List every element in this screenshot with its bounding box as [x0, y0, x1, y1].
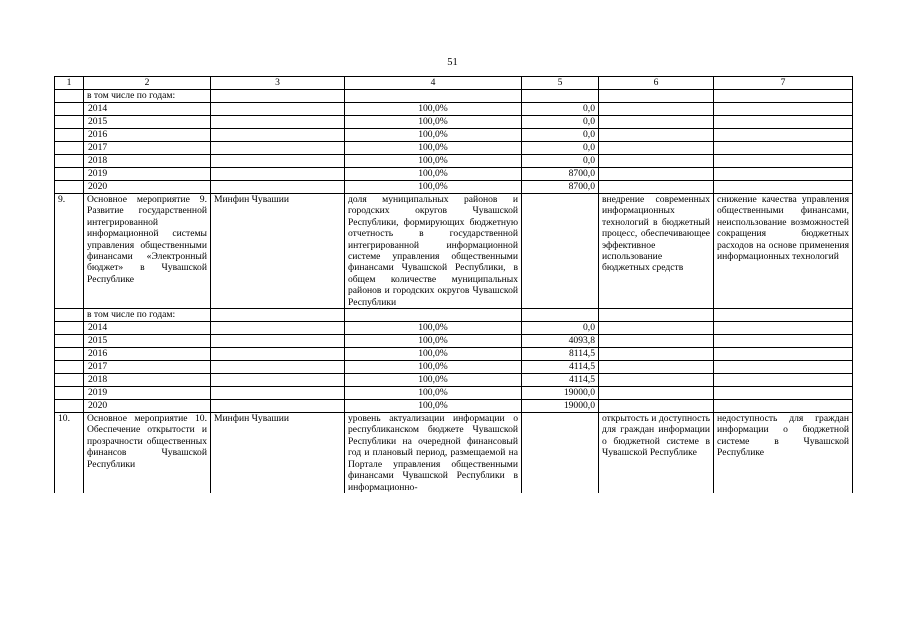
empty-cell — [55, 129, 84, 142]
year-cell: 2019 — [84, 387, 211, 400]
year-row — [55, 335, 853, 348]
amount-cell: 8700,0 — [522, 181, 599, 194]
column-number-row — [55, 77, 853, 90]
empty-cell — [211, 181, 345, 194]
year-row — [55, 361, 853, 374]
by-years-label: в том числе по годам: — [84, 309, 211, 322]
empty-cell — [599, 348, 714, 361]
year-row — [55, 348, 853, 361]
empty-cell — [714, 168, 853, 181]
column-number: 7 — [714, 77, 853, 90]
empty-cell — [211, 335, 345, 348]
empty-cell — [211, 155, 345, 168]
activity-row — [55, 413, 853, 493]
amount-cell: 0,0 — [522, 129, 599, 142]
percent-cell: 100,0% — [345, 103, 522, 116]
percent-cell: 100,0% — [345, 335, 522, 348]
empty-cell — [714, 361, 853, 374]
empty-cell — [599, 155, 714, 168]
column-number: 6 — [599, 77, 714, 90]
amount-cell: 19000,0 — [522, 400, 599, 413]
empty-cell — [714, 181, 853, 194]
executor-cell: Минфин Чувашии — [211, 413, 345, 493]
column-number: 1 — [55, 77, 84, 90]
expected-result: открытость и доступность для граждан информации о бюджетной системе в Чувашской Республике — [599, 413, 714, 493]
consequence-cell: снижение качества управления общественными финансами, неиспользование возможностей сокращения бюджетных расходов на основе применения информационных технологий — [714, 194, 853, 309]
empty-cell — [599, 129, 714, 142]
empty-cell — [55, 387, 84, 400]
by-years-row — [55, 309, 853, 322]
empty-cell — [714, 309, 853, 322]
indicator-cell: уровень актуализации информации о республиканском бюджете Чувашской Республики на очередной финансовый год и плановый период, размещаемой на Портале управления общественными финансами Чувашской Республики в информационно- — [345, 413, 522, 493]
empty-cell — [211, 400, 345, 413]
empty-cell — [55, 181, 84, 194]
percent-cell: 100,0% — [345, 374, 522, 387]
column-number: 4 — [345, 77, 522, 90]
empty-cell — [211, 309, 345, 322]
amount-cell: 0,0 — [522, 155, 599, 168]
percent-cell: 100,0% — [345, 361, 522, 374]
empty-cell — [599, 181, 714, 194]
column-number: 2 — [84, 77, 211, 90]
empty-cell — [714, 129, 853, 142]
empty-cell — [55, 103, 84, 116]
year-row — [55, 181, 853, 194]
empty-cell — [714, 116, 853, 129]
empty-cell — [599, 400, 714, 413]
amount-cell: 4114,5 — [522, 374, 599, 387]
empty-cell — [714, 348, 853, 361]
executor-cell: Минфин Чувашии — [211, 194, 345, 309]
year-cell: 2018 — [84, 155, 211, 168]
empty-cell — [211, 168, 345, 181]
empty-cell — [211, 142, 345, 155]
percent-cell: 100,0% — [345, 155, 522, 168]
year-cell: 2018 — [84, 374, 211, 387]
by-years-row — [55, 90, 853, 103]
empty-cell — [55, 322, 84, 335]
empty-cell — [211, 374, 345, 387]
year-cell: 2015 — [84, 335, 211, 348]
empty-cell — [599, 374, 714, 387]
year-row — [55, 400, 853, 413]
empty-cell — [55, 374, 84, 387]
empty-cell — [714, 322, 853, 335]
amount-cell: 8700,0 — [522, 168, 599, 181]
percent-cell: 100,0% — [345, 348, 522, 361]
percent-cell: 100,0% — [345, 400, 522, 413]
empty-cell — [599, 335, 714, 348]
empty-cell — [211, 387, 345, 400]
amount-cell: 8114,5 — [522, 348, 599, 361]
empty-cell — [55, 348, 84, 361]
empty-cell — [714, 387, 853, 400]
percent-cell: 100,0% — [345, 387, 522, 400]
empty-cell — [55, 309, 84, 322]
empty-cell — [599, 309, 714, 322]
empty-cell — [714, 103, 853, 116]
empty-cell — [714, 155, 853, 168]
activity-name: Основное мероприятие 10. Обеспечение открытости и прозрачности общественных финансов Чувашской Республики — [84, 413, 211, 493]
empty-cell — [599, 116, 714, 129]
amount-cell: 0,0 — [522, 103, 599, 116]
consequence-cell: недоступность для граждан информации о бюджетной системе в Чувашской Республике — [714, 413, 853, 493]
empty-cell — [522, 413, 599, 493]
by-years-label: в том числе по годам: — [84, 90, 211, 103]
empty-cell — [55, 361, 84, 374]
amount-cell: 0,0 — [522, 116, 599, 129]
year-row — [55, 322, 853, 335]
amount-cell: 19000,0 — [522, 387, 599, 400]
year-cell: 2014 — [84, 103, 211, 116]
year-cell: 2019 — [84, 168, 211, 181]
expected-result: внедрение современных информационных технологий в бюджетный процесс, обеспечивающее эффективное использование бюджетных средств — [599, 194, 714, 309]
amount-cell: 0,0 — [522, 142, 599, 155]
empty-cell — [211, 361, 345, 374]
year-row — [55, 155, 853, 168]
amount-cell: 0,0 — [522, 322, 599, 335]
year-cell: 2020 — [84, 181, 211, 194]
year-row — [55, 116, 853, 129]
percent-cell: 100,0% — [345, 322, 522, 335]
year-row — [55, 129, 853, 142]
empty-cell — [714, 142, 853, 155]
empty-cell — [55, 335, 84, 348]
empty-cell — [599, 361, 714, 374]
year-cell: 2016 — [84, 348, 211, 361]
column-number: 3 — [211, 77, 345, 90]
empty-cell — [55, 142, 84, 155]
percent-cell: 100,0% — [345, 168, 522, 181]
column-number: 5 — [522, 77, 599, 90]
year-cell: 2015 — [84, 116, 211, 129]
empty-cell — [714, 374, 853, 387]
empty-cell — [211, 103, 345, 116]
amount-cell: 4093,8 — [522, 335, 599, 348]
empty-cell — [55, 155, 84, 168]
empty-cell — [55, 116, 84, 129]
row-number: 10. — [55, 413, 84, 493]
year-cell: 2016 — [84, 129, 211, 142]
percent-cell: 100,0% — [345, 116, 522, 129]
percent-cell: 100,0% — [345, 181, 522, 194]
year-cell: 2020 — [84, 400, 211, 413]
empty-cell — [522, 309, 599, 322]
empty-cell — [714, 335, 853, 348]
activity-row — [55, 194, 853, 309]
empty-cell — [599, 103, 714, 116]
empty-cell — [345, 309, 522, 322]
year-row — [55, 103, 853, 116]
empty-cell — [211, 116, 345, 129]
activity-name: Основное мероприятие 9. Развитие государственной интегрированной информационной системы управления общественными финансами «Электронный бюджет» в Чувашской Республике — [84, 194, 211, 309]
empty-cell — [211, 322, 345, 335]
year-cell: 2017 — [84, 361, 211, 374]
page-number: 51 — [447, 57, 458, 68]
year-row — [55, 168, 853, 181]
empty-cell — [55, 168, 84, 181]
percent-cell: 100,0% — [345, 129, 522, 142]
year-cell: 2014 — [84, 322, 211, 335]
empty-cell — [55, 400, 84, 413]
percent-cell: 100,0% — [345, 142, 522, 155]
empty-cell — [599, 387, 714, 400]
amount-cell: 4114,5 — [522, 361, 599, 374]
empty-cell — [599, 168, 714, 181]
program-table — [54, 76, 853, 493]
indicator-cell: доля муниципальных районов и городских округов Чувашской Республики, формирующих бюджетную отчетность в государственной интегрированной информационной системе управления общественными финансами Чувашской Республики, в общем количестве муниципальных районов и городских округов Чувашской Республики — [345, 194, 522, 309]
empty-cell — [599, 322, 714, 335]
row-number: 9. — [55, 194, 84, 309]
year-row — [55, 142, 853, 155]
empty-cell — [599, 142, 714, 155]
year-row — [55, 387, 853, 400]
empty-cell — [211, 129, 345, 142]
year-cell: 2017 — [84, 142, 211, 155]
empty-cell — [211, 348, 345, 361]
empty-cell — [714, 400, 853, 413]
empty-cell — [522, 194, 599, 309]
year-row — [55, 374, 853, 387]
